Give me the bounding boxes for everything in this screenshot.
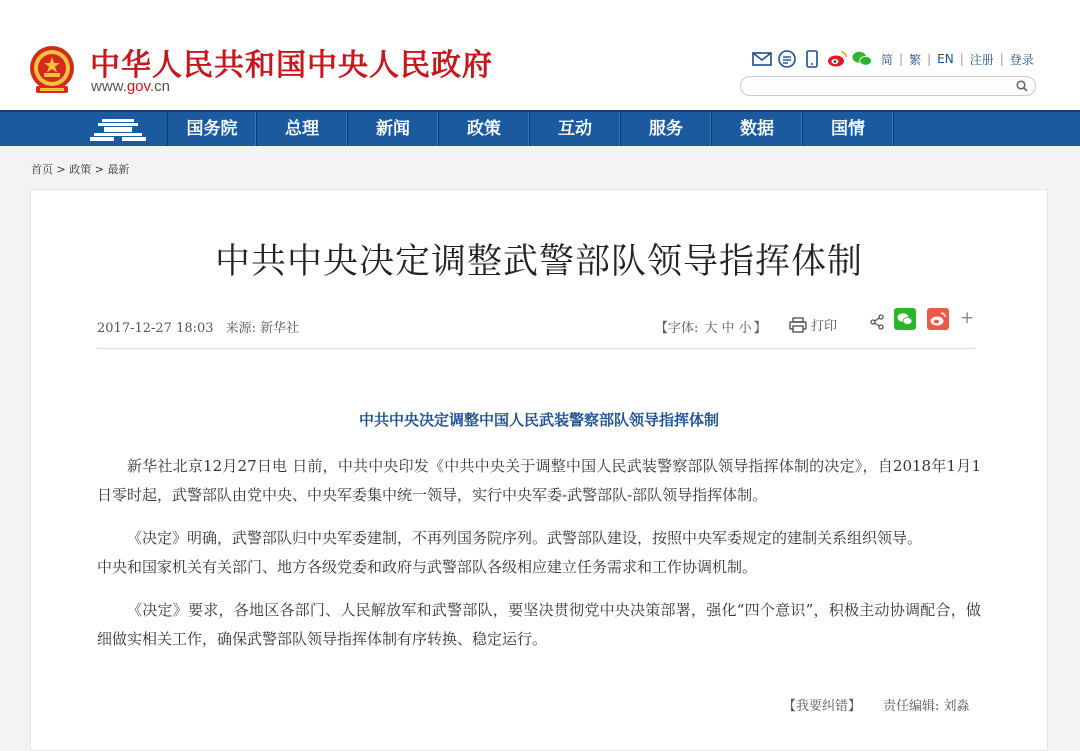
nav-item-services[interactable]: 服务 [621,112,712,146]
weibo-icon[interactable] [827,49,847,69]
printer-icon [789,317,807,333]
source-label: 来源: [225,321,256,336]
font-size-medium[interactable]: 中 [721,321,735,336]
site-title[interactable]: 中华人民共和国中央人民政府 [90,48,493,83]
lang-traditional[interactable]: 繁 [909,52,922,67]
nav-item-national-info[interactable]: 国情 [803,112,894,146]
font-size-large[interactable]: 大 [704,321,718,336]
lang-separator: | [999,52,1004,66]
lang-separator: | [927,52,932,66]
font-size-small[interactable]: 小 [738,321,752,336]
article-body [97,452,981,668]
url-prefix: www. [91,78,127,95]
lang-switcher [881,51,1034,68]
article-paragraph: 《决定》明确，武警部队归中央军委建制，不再列国务院序列。武警部队建设，按照中央军委规定的建制关系组织领导。 [127,529,923,547]
main-nav [0,110,1080,146]
editor-info [883,695,970,714]
editor-name: 刘淼 [943,699,970,714]
breadcrumb-policy[interactable]: 政策 [69,163,92,176]
breadcrumb-separator: > [94,163,104,176]
login-link[interactable]: 登录 [1009,52,1034,67]
article-paragraph: 新华社北京12月27日电 日前，中共中央印发《中共中央关于调整中国人民武装警察部队领导指挥体制的决定》，自2018年1月1日零时起，武警部队由党中央、中央军委集中统一领导，实行中央军委-武警部队-部队领导指挥体制。 [97,457,981,504]
lang-separator: | [899,52,904,66]
site-url[interactable] [91,78,170,95]
search-icon[interactable] [1015,79,1029,93]
share-icon[interactable] [869,314,885,330]
rss-icon[interactable] [777,49,797,69]
nav-item-premier[interactable]: 总理 [257,112,348,146]
lang-english[interactable]: EN [937,52,954,66]
meta-divider [97,348,975,349]
more-share-icon[interactable]: + [960,308,975,328]
print-label: 打印 [811,319,838,334]
mobile-icon[interactable] [802,49,822,69]
breadcrumb-latest[interactable]: 最新 [107,163,130,176]
nav-item-data[interactable]: 数据 [712,112,803,146]
url-domain: gov [126,78,150,95]
article-subtitle: 中共中央决定调整中国人民武装警察部队领导指挥体制 [358,411,719,429]
article-paragraph: 中央和国家机关有关部门、地方各级党委和政府与武警部队各级相应建立任务需求和工作协调机制。 [97,558,758,576]
wechat-share-icon[interactable] [894,308,916,330]
font-size-control [655,317,767,336]
search-box [740,76,1036,96]
header-tools [752,48,1034,70]
lang-simplified[interactable]: 简 [881,52,894,67]
breadcrumb-separator: > [56,163,66,176]
print-button[interactable] [789,315,837,334]
nav-item-news[interactable]: 新闻 [348,112,439,146]
nav-item-policy[interactable]: 政策 [439,112,530,146]
national-emblem-icon[interactable] [28,44,76,96]
article-title: 中共中央决定调整武警部队领导指挥体制 [214,242,863,282]
search-input[interactable] [749,78,1013,94]
site-header [0,0,1080,110]
mail-icon[interactable] [752,49,772,69]
article-card [30,189,1048,751]
nav-items [167,112,894,146]
font-size-end: 】 [753,321,767,336]
wechat-icon[interactable] [852,49,872,69]
editor-label: 责任编辑: [883,699,940,714]
weibo-share-icon[interactable] [927,308,949,330]
url-suffix: .cn [149,78,170,95]
breadcrumb-home[interactable]: 首页 [31,163,53,176]
tiananmen-home-icon[interactable] [88,117,148,143]
nav-item-state-council[interactable]: 国务院 [168,112,257,146]
nav-item-interaction[interactable]: 互动 [530,112,621,146]
article-paragraph: 《决定》要求，各地区各部门、人民解放军和武警部队，要坚决贯彻党中央决策部署，强化“四个意识”，积极主动协调配合，做细做实相关工作，确保武警部队领导指挥体制有序转换、稳定运行。 [97,601,981,648]
font-size-label: 【字体: [655,321,699,336]
lang-separator: | [959,52,964,66]
report-error-link[interactable]: 【我要纠错】 [783,699,862,714]
breadcrumb [31,161,129,177]
source-name: 新华社 [260,321,300,336]
register-link[interactable]: 注册 [969,52,994,67]
article-meta [97,317,299,336]
publish-date: 2017-12-27 18:03 [97,321,214,336]
